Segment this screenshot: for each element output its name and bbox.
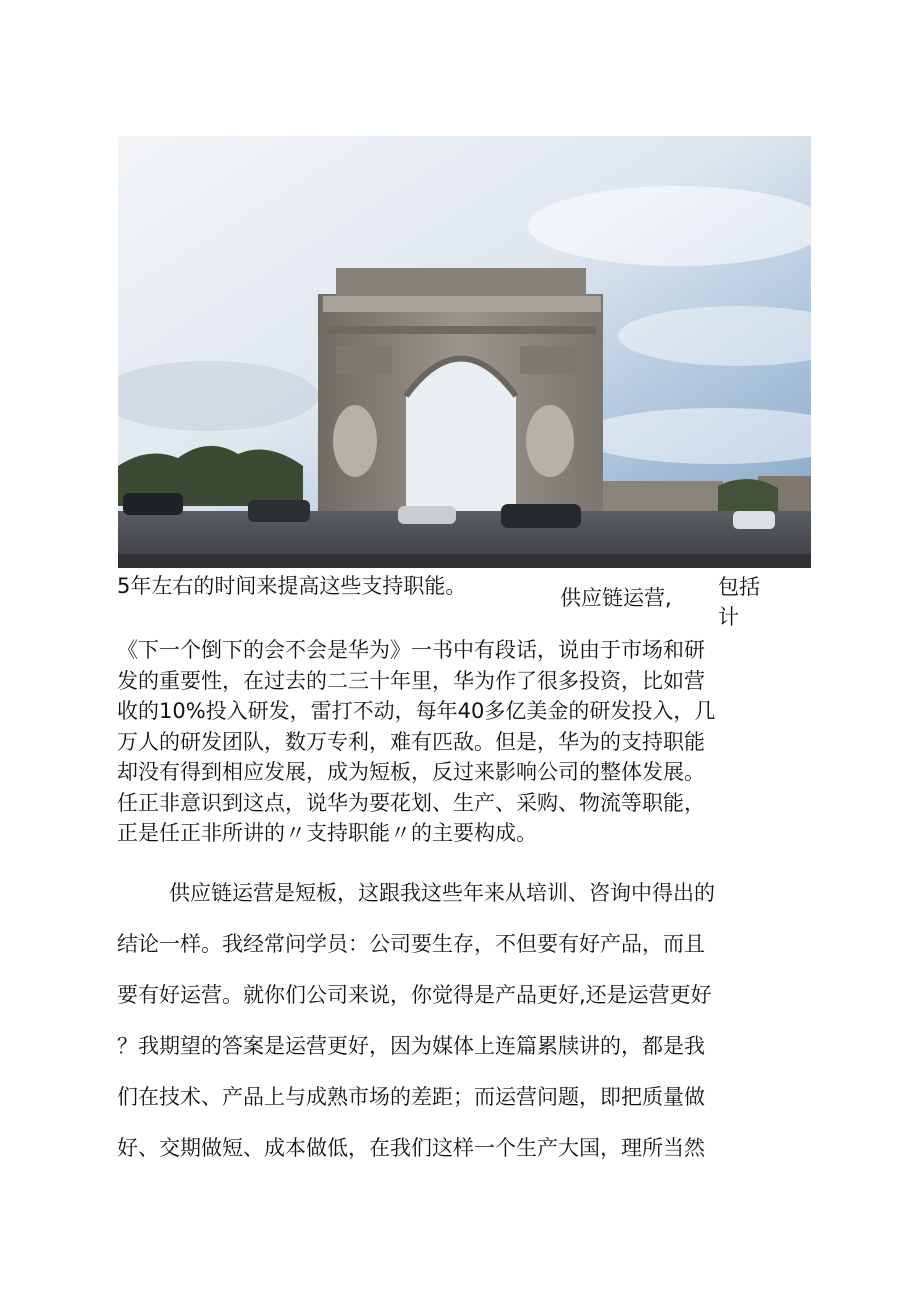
arc-de-triomphe-photo (118, 136, 811, 568)
paragraph-line: 好、交期做短、成本做低，在我们这样一个生产大国，理所当然 (117, 1136, 705, 1160)
paragraph-line: 却没有得到相应发展，成为短板，反过来影响公司的整体发展。 (117, 760, 705, 784)
paragraph-line: 供应链运营是短板，这跟我这些年来从培训、咨询中得出的 (169, 881, 715, 905)
side-stacked-fragment (718, 572, 760, 632)
side-stack-line: 包括 (718, 575, 760, 599)
paragraph-line: 要有好运营。就你们公司来说，你觉得是产品更好,还是运营更好 (117, 983, 712, 1007)
paragraph-huawei-quote (117, 635, 807, 849)
side-label-supply-chain: 供应链运营, (560, 586, 672, 610)
paragraph-line: 万人的研发团队，数万专利，难有匹敌。但是，华为的支持职能 (117, 729, 705, 754)
overlap-text-line: 5年左右的时间来提高这些支持职能。 (117, 574, 467, 598)
paragraph-line: 《下一个倒下的会不会是华为》一书中有段话，说由于市场和研 (117, 638, 705, 662)
paragraph-line: ？我期望的答案是运营更好，因为媒体上连篇累牍讲的，都是我 (117, 1034, 705, 1058)
side-stack-line: 计 (718, 605, 739, 629)
paragraph-line: 们在技术、产品上与成熟市场的差距；而运营问题，即把质量做 (117, 1085, 705, 1109)
paragraph-supply-chain (117, 868, 817, 1174)
paragraph-line: 发的重要性，在过去的二三十年里，华为作了很多投资，比如营 (117, 668, 705, 693)
paragraph-line: 收的10%投入研发，雷打不动，每年40多亿美金的研发投入，几 (117, 699, 716, 723)
paragraph-line: 结论一样。我经常问学员：公司要生存，不但要有好产品，而且 (117, 932, 705, 956)
paragraph-line: 任正非意识到这点，说华为要花划、生产、采购、物流等职能， (117, 790, 705, 815)
paragraph-line: 正是任正非所讲的〃支持职能〃的主要构成。 (117, 821, 537, 845)
